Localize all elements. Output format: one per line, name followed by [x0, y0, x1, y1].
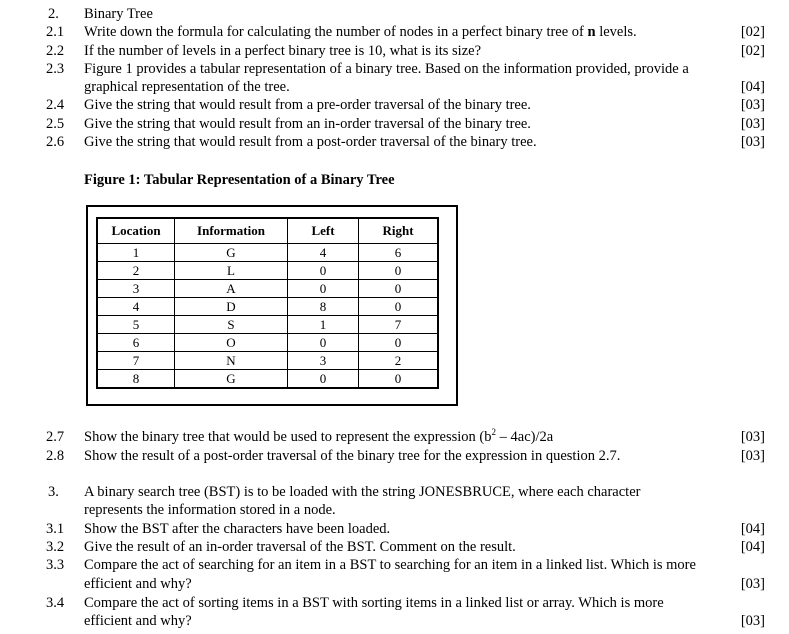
question-text: Show the result of a post-order traversal of the binary tree for the expression in question 2.7.: [84, 448, 621, 464]
question-text: Compare the act of sorting items in a BST with sorting items in a linked list or array. Which is more: [84, 595, 664, 611]
question-number: 2.1: [46, 24, 65, 40]
question-number: 3.: [48, 484, 59, 500]
question-text: Give the result of an in-order traversal of the BST. Comment on the result.: [84, 539, 516, 555]
question-2-5: [0, 115, 789, 133]
marks: [02]: [740, 43, 765, 59]
marks: [04]: [740, 521, 765, 537]
bold-n: n: [587, 24, 596, 40]
table-cell: 0: [359, 298, 439, 316]
table-cell: 1: [97, 244, 175, 262]
question-text: Compare the act of searching for an item in a BST to searching for an item in a linked list. Which is more: [84, 557, 696, 573]
question-3-4-cont: [0, 612, 789, 630]
figure-caption: Figure 1: Tabular Representation of a Binary Tree: [84, 172, 395, 188]
table-row: [97, 262, 438, 280]
question-intro-cont: represents the information stored in a node.: [84, 502, 336, 518]
question-3-intro-cont: [0, 501, 789, 519]
marks: [03]: [740, 576, 765, 592]
table-cell: 0: [288, 334, 359, 352]
table-cell: G: [175, 370, 288, 389]
table-cell: 7: [97, 352, 175, 370]
question-2-3-cont: [0, 78, 789, 96]
table-row: [97, 298, 438, 316]
table-cell: S: [175, 316, 288, 334]
question-number: 3.3: [46, 557, 65, 573]
column-header: Information: [175, 218, 288, 244]
table-cell: O: [175, 334, 288, 352]
table-cell: 4: [288, 244, 359, 262]
table-cell: D: [175, 298, 288, 316]
question-3-4: [0, 594, 789, 612]
question-intro: A binary search tree (BST) is to be loaded with the string JONESBRUCE, where each character: [84, 484, 641, 500]
question-number: 3.4: [46, 595, 65, 611]
question-number: 3.1: [46, 521, 65, 537]
table-cell: 0: [288, 370, 359, 389]
table-cell: 0: [359, 280, 439, 298]
question-number: 2.5: [46, 116, 65, 132]
table-cell: 3: [97, 280, 175, 298]
table-cell: L: [175, 262, 288, 280]
marks: [03]: [740, 613, 765, 629]
question-title: Binary Tree: [84, 6, 153, 22]
marks: [02]: [740, 24, 765, 40]
table-cell: 0: [288, 262, 359, 280]
superscript: 2: [491, 427, 497, 438]
table-cell: 3: [288, 352, 359, 370]
column-header: Location: [97, 218, 175, 244]
question-3-2: [0, 538, 789, 556]
question-number: 3.2: [46, 539, 65, 555]
question-2-8: [0, 447, 789, 465]
marks: [03]: [740, 116, 765, 132]
question-text: If the number of levels in a perfect binary tree is 10, what is its size?: [84, 43, 482, 59]
table-row: [97, 352, 438, 370]
table-cell: 8: [97, 370, 175, 389]
question-text: Give the string that would result from an in-order traversal of the binary tree.: [84, 116, 531, 132]
question-2-3: [0, 60, 789, 78]
question-3-1: [0, 520, 789, 538]
table-row: [97, 370, 438, 389]
question-number: 2.7: [46, 429, 65, 445]
table-cell: 2: [359, 352, 439, 370]
table-row: [97, 280, 438, 298]
question-3-3-cont: [0, 575, 789, 593]
table-cell: 1: [288, 316, 359, 334]
table-cell: 0: [288, 280, 359, 298]
question-number: 2.8: [46, 448, 65, 464]
question-number: 2.6: [46, 134, 65, 150]
question-text: Write down the formula for calculating the number of nodes in a perfect binary tree of n levels.: [84, 24, 637, 40]
marks: [03]: [740, 134, 765, 150]
figure-table-frame: [86, 205, 458, 406]
question-text-cont: efficient and why?: [84, 613, 192, 629]
table-cell: A: [175, 280, 288, 298]
marks: [03]: [740, 97, 765, 113]
table-cell: G: [175, 244, 288, 262]
table-cell: 0: [359, 334, 439, 352]
question-number: 2.2: [46, 43, 65, 59]
question-text: Show the binary tree that would be used to represent the expression $(b^2 - 4ac)/2a$: [84, 427, 554, 445]
question-number: 2.: [48, 6, 59, 22]
question-2-header: [0, 5, 789, 23]
binary-tree-table: [96, 217, 439, 389]
question-text: Give the string that would result from a post-order traversal of the binary tree.: [84, 134, 537, 150]
question-2-1: [0, 23, 789, 41]
table-cell: 0: [359, 370, 439, 389]
marks: [04]: [740, 79, 765, 95]
question-text: Give the string that would result from a pre-order traversal of the binary tree.: [84, 97, 531, 113]
marks: [03]: [740, 448, 765, 464]
question-number: 2.3: [46, 61, 65, 77]
marks: [03]: [740, 429, 765, 445]
marks: [04]: [740, 539, 765, 555]
table-row: [97, 244, 438, 262]
question-number: 2.4: [46, 97, 65, 113]
table-row: [97, 316, 438, 334]
question-3-3: [0, 556, 789, 574]
question-2-6: [0, 133, 789, 151]
table-cell: 2: [97, 262, 175, 280]
question-2-2: [0, 42, 789, 60]
question-text-cont: efficient and why?: [84, 576, 192, 592]
table-cell: 6: [97, 334, 175, 352]
column-header: Left: [288, 218, 359, 244]
question-text-cont: graphical representation of the tree.: [84, 79, 290, 95]
table-cell: 0: [359, 262, 439, 280]
table-row: [97, 334, 438, 352]
column-header: Right: [359, 218, 439, 244]
table-header-row: [97, 218, 438, 244]
table-cell: 4: [97, 298, 175, 316]
table-cell: 5: [97, 316, 175, 334]
question-2-4: [0, 96, 789, 114]
question-text: Figure 1 provides a tabular representation of a binary tree. Based on the information provided, provide a: [84, 61, 689, 77]
table-cell: 6: [359, 244, 439, 262]
question-3-header: [0, 483, 789, 501]
question-2-7: [0, 428, 789, 446]
table-cell: 8: [288, 298, 359, 316]
question-text: Show the BST after the characters have been loaded.: [84, 521, 391, 537]
table-cell: 7: [359, 316, 439, 334]
table-cell: N: [175, 352, 288, 370]
